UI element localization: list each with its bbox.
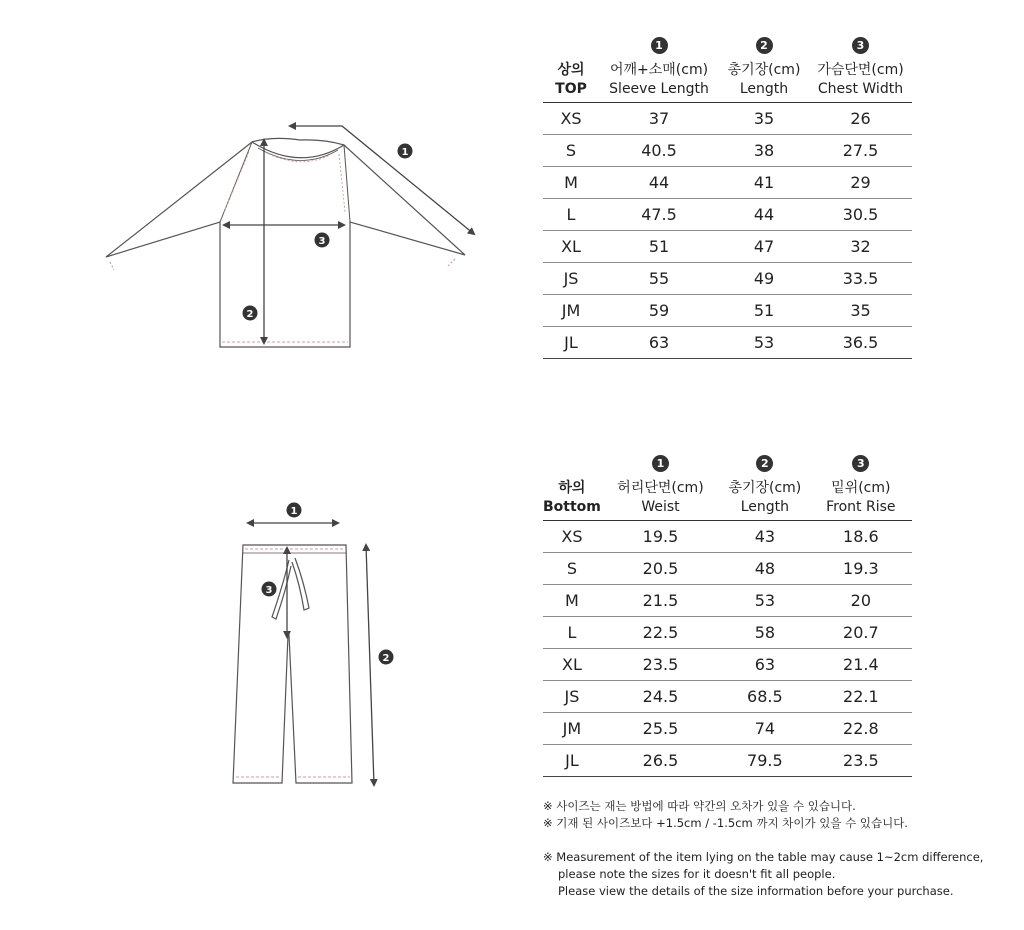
bottom-col-rise-header: 밑위(cm) Front Rise [810,476,912,521]
note-en-line2: please note the sizes for it doesn't fit all people. [558,867,836,881]
bottom-col2-marker: 2 [756,455,773,472]
marker-bottom-length [379,650,394,665]
table-row: S 20.5 48 19.3 [543,553,912,585]
bottom-col-length-header: 총기장(cm) Length [720,476,810,521]
top-col-sleeve-header: 어깨+소매(cm) Sleeve Length [599,58,719,103]
table-row: M 44 41 29 [543,167,912,199]
table-row: JS 24.5 68.5 22.1 [543,681,912,713]
marker-bottom-length-number: 2 [382,653,390,664]
top-header-row [543,58,912,103]
bottom-table-label: 하의 Bottom [543,476,601,521]
marker-top-chest [315,233,330,248]
bottom-col1-marker: 1 [652,455,669,472]
bottom-size-table [543,450,912,777]
table-row: S 40.5 38 27.5 [543,135,912,167]
note-en-line3: Please view the details of the size information before your purchase. [558,884,954,898]
table-row: XL 23.5 63 21.4 [543,649,912,681]
size-notes [543,798,983,900]
marker-bottom-waist [287,503,302,518]
marker-top-sleeve-number: 1 [401,147,409,158]
marker-top-length [243,306,258,321]
table-row: M 21.5 53 20 [543,585,912,617]
marker-bottom-rise-number: 3 [265,585,273,596]
note-en-line1: ※ Measurement of the item lying on the table may cause 1~2cm difference, [543,850,984,864]
top-col2-marker: 2 [756,37,773,54]
top-shirt-diagram [106,138,465,347]
marker-bottom-waist-number: 1 [290,506,298,517]
table-row: JM 25.5 74 22.8 [543,713,912,745]
bottom-pants-diagram [233,545,352,783]
top-col-chest-header: 가슴단면(cm) Chest Width [809,58,912,103]
marker-top-chest-number: 3 [318,236,326,247]
table-row: JL 26.5 79.5 23.5 [543,745,912,777]
note-ko-measurement: ※ 사이즈는 재는 방법에 따라 약간의 오차가 있을 수 있습니다. [543,799,856,813]
top-marker-row [543,32,912,58]
table-row: XS 37 35 26 [543,103,912,135]
marker-top-length-number: 2 [246,309,254,320]
top-col1-marker: 1 [651,37,668,54]
table-row: L 22.5 58 20.7 [543,617,912,649]
marker-bottom-rise [262,582,277,597]
marker-top-sleeve [398,144,413,159]
table-row: JS 55 49 33.5 [543,263,912,295]
table-row: XS 19.5 43 18.6 [543,521,912,553]
bottom-header-row [543,476,912,521]
bottom-marker-row [543,450,912,476]
top-table-label: 상의 TOP [543,58,599,103]
table-row: L 47.5 44 30.5 [543,199,912,231]
top-col3-marker: 3 [852,37,869,54]
top-col-length-header: 총기장(cm) Length [719,58,809,103]
table-row: JL 63 53 36.5 [543,327,912,359]
table-row: JM 59 51 35 [543,295,912,327]
bottom-col3-marker: 3 [852,455,869,472]
bottom-col-waist-header: 허리단면(cm) Weist [601,476,720,521]
top-size-table [543,32,912,359]
note-ko-tolerance: ※ 기재 된 사이즈보다 +1.5cm / -1.5cm 까지 차이가 있을 수 있습니다. [543,816,908,830]
table-row: XL 51 47 32 [543,231,912,263]
